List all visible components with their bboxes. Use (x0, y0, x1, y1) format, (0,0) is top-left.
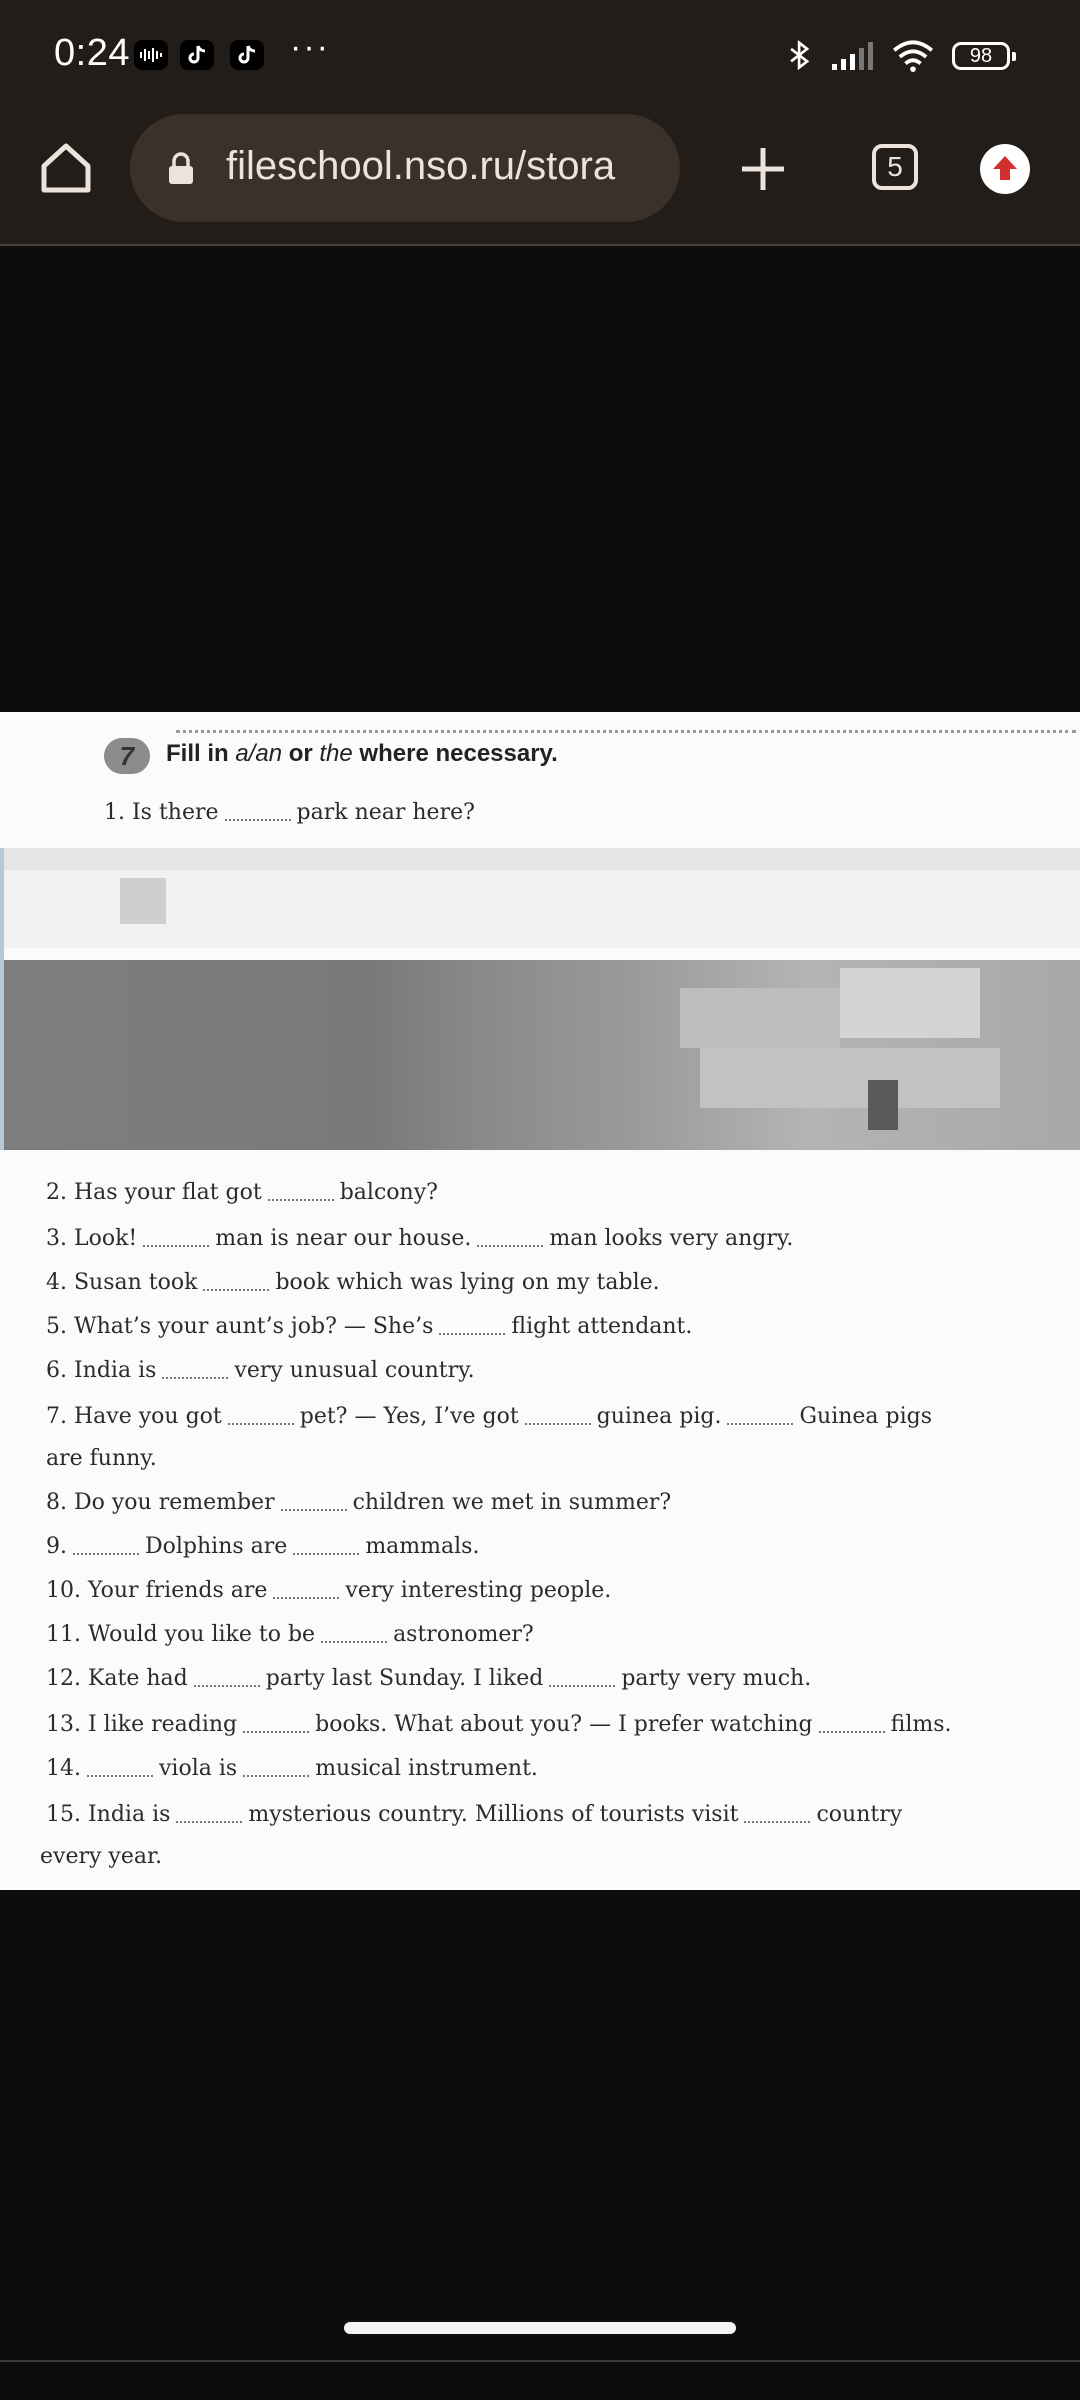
exercise-line-2: 2. Has your flat got balcony? (46, 1180, 438, 1205)
answer-blank[interactable] (228, 1421, 294, 1425)
answer-blank[interactable] (268, 1197, 334, 1201)
answer-blank[interactable] (243, 1729, 309, 1733)
answer-blank[interactable] (321, 1639, 387, 1643)
answer-blank[interactable] (243, 1773, 309, 1777)
home-icon[interactable] (36, 138, 96, 198)
exercise-line-3: 3. Look! man is near our house. man looks very angry. (46, 1226, 794, 1251)
answer-blank[interactable] (439, 1331, 505, 1335)
signal-icon (830, 40, 878, 72)
exercise-line-7: 7. Have you got pet? — Yes, I’ve got guinea pig. Guinea pigs (46, 1404, 933, 1429)
exercise-line-5: 5. What’s your aunt’s job? — She’s flight attendant. (46, 1314, 693, 1339)
tab-switcher-button[interactable]: 5 (872, 144, 918, 190)
answer-blank[interactable] (477, 1243, 543, 1247)
exercise-line-15-cont: every year. (40, 1844, 163, 1869)
url-text[interactable]: fileschool.nso.ru/stora (226, 144, 616, 188)
exercise-line-6: 6. India is very unusual country. (46, 1358, 475, 1383)
exercise-line-12: 12. Kate had party last Sunday. I liked party very much. (46, 1666, 812, 1691)
exercise-line-8: 8. Do you remember children we met in summer? (46, 1490, 672, 1515)
dotted-rule (176, 730, 1076, 736)
exercise-line-11: 11. Would you like to be astronomer? (46, 1622, 534, 1647)
answer-blank[interactable] (143, 1243, 209, 1247)
nav-divider (0, 2360, 1080, 2362)
tiktok-icon (180, 40, 214, 70)
answer-blank[interactable] (73, 1551, 139, 1555)
exercise-line-1: 1. Is there park near here? (104, 800, 475, 825)
blurred-region (0, 848, 1080, 1150)
exercise-line-10: 10. Your friends are very interesting people. (46, 1578, 612, 1603)
answer-blank[interactable] (819, 1729, 885, 1733)
answer-blank[interactable] (87, 1773, 153, 1777)
answer-blank[interactable] (293, 1551, 359, 1555)
bluetooth-icon (782, 40, 818, 72)
answer-blank[interactable] (727, 1421, 793, 1425)
clock-time: 0:24 (54, 32, 130, 74)
exercise-line-9: 9. Dolphins are mammals. (46, 1534, 480, 1559)
answer-blank[interactable] (525, 1421, 591, 1425)
exercise-title: Fill in a/an or the where necessary. (166, 740, 558, 767)
voice-wave-icon (134, 40, 168, 70)
status-bar (0, 0, 1080, 112)
tiktok-icon (230, 40, 264, 70)
update-arrow-icon[interactable] (980, 144, 1030, 194)
answer-blank[interactable] (176, 1819, 242, 1823)
browser-toolbar (0, 112, 1080, 246)
answer-blank[interactable] (194, 1683, 260, 1687)
answer-blank[interactable] (203, 1287, 269, 1291)
wifi-icon (890, 40, 936, 72)
battery-icon: 98 (952, 42, 1010, 70)
answer-blank[interactable] (162, 1375, 228, 1379)
answer-blank[interactable] (273, 1595, 339, 1599)
gesture-handle[interactable] (344, 2322, 736, 2334)
answer-blank[interactable] (744, 1819, 810, 1823)
more-dots-icon: ··· (290, 28, 330, 66)
exercise-line-7-cont: are funny. (46, 1446, 157, 1471)
exercise-line-13: 13. I like reading books. What about you? — I prefer watching films. (46, 1712, 952, 1737)
exercise-number-badge: 7 (104, 738, 150, 774)
exercise-line-4: 4. Susan took book which was lying on my table. (46, 1270, 660, 1295)
exercise-line-14: 14. viola is musical instrument. (46, 1756, 538, 1781)
document-page[interactable] (0, 712, 1080, 1890)
exercise-line-15: 15. India is mysterious country. Millions of tourists visit country (46, 1802, 903, 1827)
answer-blank[interactable] (549, 1683, 615, 1687)
answer-blank[interactable] (225, 817, 291, 821)
new-tab-plus-icon[interactable] (738, 144, 788, 194)
address-bar[interactable] (130, 114, 680, 222)
answer-blank[interactable] (281, 1507, 347, 1511)
lock-icon (166, 152, 196, 186)
